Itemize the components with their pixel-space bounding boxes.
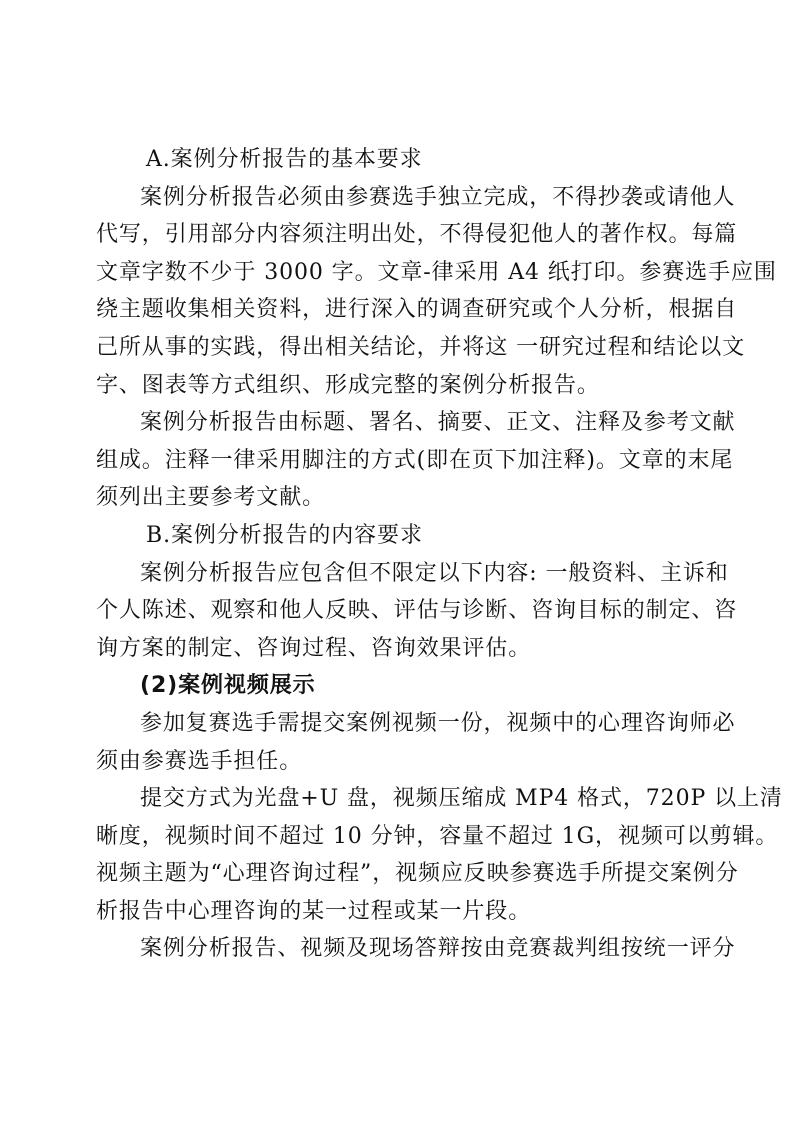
section-heading-b: B.案例分析报告的内容要求 <box>146 522 423 548</box>
paragraph-line: 案例分析报告、视频及现场答辩按由竞赛裁判组按统一评分 <box>140 936 736 962</box>
section-heading-video: (2)案例视频展示 <box>140 673 316 699</box>
paragraph-line: 代写，引用部分内容须注明出处，不得侵犯他人的著作权。每篇 <box>96 222 738 248</box>
document-page <box>96 141 783 968</box>
paragraph-line: 案例分析报告应包含但不限定以下内容: 一般资料、主诉和 <box>140 560 729 586</box>
paragraph-line: 晰度，视频时间不超过 10 分钟，容量不超过 1G，视频可以剪辑。 <box>96 823 779 849</box>
paragraph-line: 个人陈述、观察和他人反映、评估与诊断、咨询目标的制定、咨 <box>96 598 738 624</box>
paragraph-line: 案例分析报告必须由参赛选手独立完成，不得抄袭或请他人 <box>140 184 736 210</box>
paragraph-line: 析报告中心理咨询的某一过程或某一片段。 <box>96 898 532 924</box>
paragraph-line: 组成。注释一律采用脚注的方式(即在页下加注释)。文章的末尾 <box>96 447 734 473</box>
paragraph-line: 提交方式为光盘+U 盘，视频压缩成 MP4 格式，720P 以上清 <box>140 786 783 812</box>
paragraph-line: 文章字数不少于 3000 字。文章-律采用 A4 纸打印。参赛选手应围 <box>96 259 777 285</box>
paragraph-line: 询方案的制定、咨询过程、咨询效果评估。 <box>96 635 532 661</box>
paragraph-line: 须列出主要参考文献。 <box>96 485 326 511</box>
paragraph-line: 案例分析报告由标题、署名、摘要、正文、注释及参考文献 <box>140 410 736 436</box>
paragraph-line: 视频主题为“心理咨询过程”，视频应反映参赛选手所提交案例分 <box>96 861 739 887</box>
paragraph-line: 须由参赛选手担任。 <box>96 748 303 774</box>
paragraph-line: 字、图表等方式组织、形成完整的案例分析报告。 <box>96 372 600 398</box>
paragraph-line: 己所从事的实践，得出相关结论，并将这 一研究过程和结论以文 <box>96 334 746 360</box>
paragraph-line: 绕主题收集相关资料，进行深入的调查研究或个人分析，根据自 <box>96 297 738 323</box>
section-heading-a: A.案例分析报告的基本要求 <box>146 147 423 172</box>
paragraph-line: 参加复赛选手需提交案例视频一份，视频中的心理咨询师必 <box>140 710 736 736</box>
